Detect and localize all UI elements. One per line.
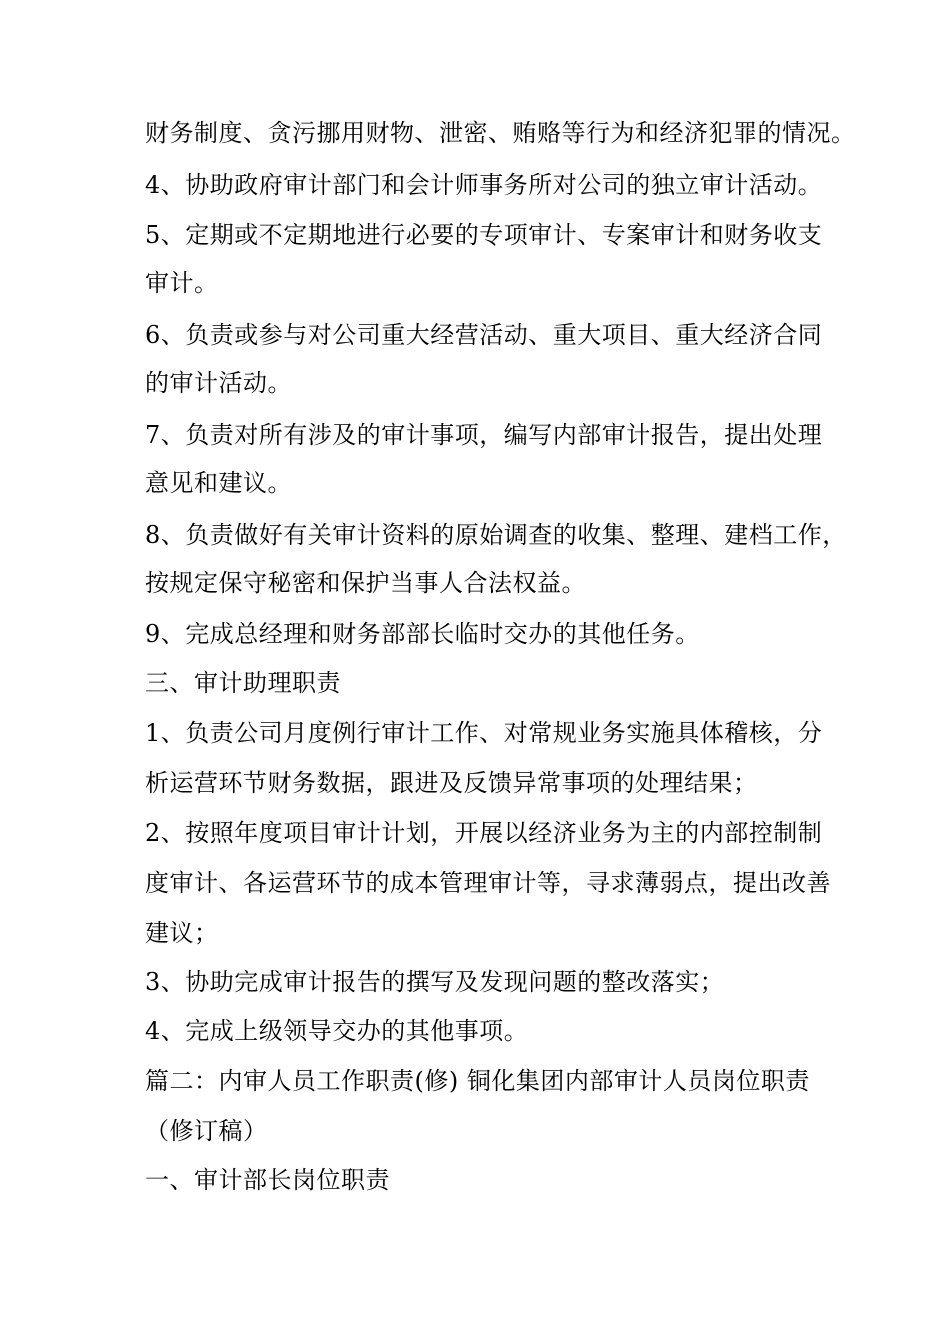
- text-line: （修订稿）: [145, 1117, 268, 1145]
- text-line: 7、负责对所有涉及的审计事项，编写内部审计报告，提出处理: [145, 421, 823, 449]
- text-line: 意见和建议。: [145, 469, 292, 497]
- text-line: 6、负责或参与对公司重大经营活动、重大项目、重大经济合同: [145, 321, 823, 349]
- text-line: 析运营环节财务数据，跟进及反馈异常事项的处理结果；: [145, 769, 758, 797]
- section-heading: 一、审计部长岗位职责: [145, 1166, 390, 1194]
- text-line: 财务制度、贪污挪用财物、泄密、贿赂等行为和经济犯罪的情况。: [145, 119, 856, 147]
- text-line: 按规定保守秘密和保护当事人合法权益。: [145, 569, 586, 597]
- text-line: 4、协助政府审计部门和会计师事务所对公司的独立审计活动。: [145, 171, 823, 199]
- text-line: 2、按照年度项目审计计划，开展以经济业务为主的内部控制制: [145, 819, 823, 847]
- text-line: 5、定期或不定期地进行必要的专项审计、专案审计和财务收支: [145, 221, 823, 249]
- text-line: 建议；: [145, 919, 219, 947]
- text-line: 1、负责公司月度例行审计工作、对常规业务实施具体稽核，分: [145, 719, 823, 747]
- section-heading: 三、审计助理职责: [145, 669, 341, 697]
- text-line: 的审计活动。: [145, 369, 292, 397]
- section-heading: 篇二：内审人员工作职责(修) 铜化集团内部审计人员岗位职责: [145, 1067, 810, 1095]
- text-line: 9、完成总经理和财务部部长临时交办的其他任务。: [145, 620, 700, 648]
- text-line: 审计。: [145, 269, 219, 297]
- text-line: 3、协助完成审计报告的撰写及发现问题的整改落实；: [145, 968, 725, 996]
- text-line: 4、完成上级领导交办的其他事项。: [145, 1017, 529, 1045]
- text-line: 度审计、各运营环节的成本管理审计等，寻求薄弱点，提出改善: [145, 869, 831, 897]
- text-line: 8、负责做好有关审计资料的原始调查的收集、整理、建档工作，: [145, 521, 847, 549]
